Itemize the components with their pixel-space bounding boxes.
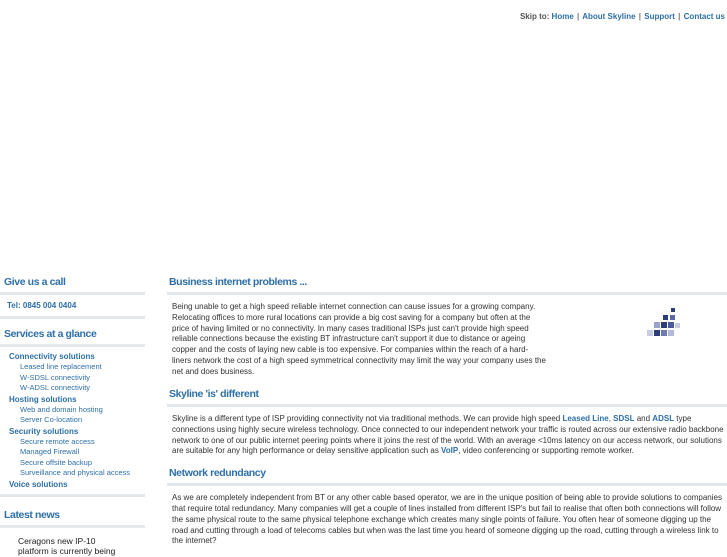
skip-separator: | xyxy=(638,12,642,21)
services-list xyxy=(0,347,145,497)
different-paragraph xyxy=(167,407,727,457)
tel-label: Tel: xyxy=(7,301,21,310)
service-item[interactable]: W-ADSL connectivity xyxy=(20,383,91,392)
different-text: , xyxy=(608,414,614,423)
sidebar xyxy=(0,276,145,557)
skip-link-home[interactable]: Home xyxy=(551,12,574,21)
section-heading-problems: Business internet problems ... xyxy=(167,276,727,295)
problems-paragraph: Being unable to get a high speed reliable internet connection can cause issues for a growing company. Relocating offices to more rural locations can provide a big cost saving for a company but often at the price of having limited or no connectivity. In many cases traditional ISPs just can't provide high speed reliable connections because the existing BT infrastructure can't support it due to distance or ageing copper and the costs of laying new cable is too expensive. For companies within the reach of a hard-liners network the cost of a high speed symmetrical connectivity may limit the way your company uses the net and does business. xyxy=(172,302,546,376)
different-text: , video conferencing or supporting remote worker. xyxy=(458,446,634,456)
service-item[interactable]: Managed Firewall xyxy=(20,447,80,456)
services-category-connectivity[interactable]: Connectivity solutions xyxy=(9,352,95,361)
service-item[interactable]: Surveillance and physical access xyxy=(20,468,131,477)
service-item[interactable]: Leased line replacement xyxy=(20,362,102,371)
redundancy-paragraph: As we are completely independent from BT or any other cable based operator, we are in the unique position of being able to provide solutions to companies that require total redundancy. Many companies will get a couple of lines installed from different ISP's but fail to realise that often both connections will follow the same physical route to the same physical telephone exchange which creates many single points of failure. You often hear of someone digging up the road and cutting through a load of telecoms cables but when was the last time you heard of someone digging up the road, cutting through a wireless link to the internet? xyxy=(172,493,722,546)
services-category-security[interactable]: Security solutions xyxy=(9,426,79,436)
telephone xyxy=(0,295,145,319)
skip-navigation xyxy=(520,12,725,21)
skip-link-about[interactable]: About Skyline xyxy=(582,12,636,21)
service-item[interactable]: Secure offsite backup xyxy=(20,457,92,467)
different-text: and xyxy=(634,414,653,423)
news-item[interactable] xyxy=(0,528,145,557)
call-heading: Give us a call xyxy=(0,276,145,295)
section-heading-different: Skyline 'is' different xyxy=(167,388,727,407)
link-leased-line[interactable]: Leased Line xyxy=(562,414,609,423)
link-sdsl[interactable]: SDSL xyxy=(613,414,635,423)
skip-separator: | xyxy=(678,12,681,21)
skip-link-contact[interactable]: Contact us xyxy=(683,12,725,21)
tel-number: 0845 004 0404 xyxy=(22,301,77,310)
logo-squares xyxy=(647,308,680,336)
services-category-voice[interactable]: Voice solutions xyxy=(9,479,68,489)
news-line: platform is currently being xyxy=(18,546,116,556)
skip-separator: | xyxy=(577,12,580,21)
services-category-hosting[interactable]: Hosting solutions xyxy=(9,394,77,404)
different-text: Skyline is a different type of ISP providing connectivity not via traditional methods. We can provide high speed xyxy=(172,414,563,423)
main-content xyxy=(167,276,727,547)
link-voip[interactable]: VoIP xyxy=(441,446,459,456)
services-heading: Services at a glance xyxy=(0,328,145,347)
news-heading: Latest news xyxy=(0,509,145,528)
different-text: type connections using highly secure wireless technology. Once connected to our independent network your traffic is routed across our extensive radio backbone network to one of our public internet peering points where it joins the rest of the world. With an average <10ms latency on our access network, our solutions are suitable for any high performance or delay sensitive application such as xyxy=(172,414,724,456)
link-adsl[interactable]: ADSL xyxy=(652,414,675,423)
service-item[interactable]: Server Co-location xyxy=(20,415,83,424)
service-item[interactable]: Web and domain hosting xyxy=(20,404,103,414)
section-heading-redundancy: Network redundancy xyxy=(167,467,727,486)
news-line: Ceragons new IP-10 xyxy=(18,535,96,546)
service-item[interactable]: W-SDSL connectivity xyxy=(20,372,91,382)
skip-link-support[interactable]: Support xyxy=(644,12,675,21)
skip-label: Skip to: xyxy=(519,12,550,21)
skyline-logo xyxy=(560,306,718,392)
service-item[interactable]: Secure remote access xyxy=(20,436,95,446)
